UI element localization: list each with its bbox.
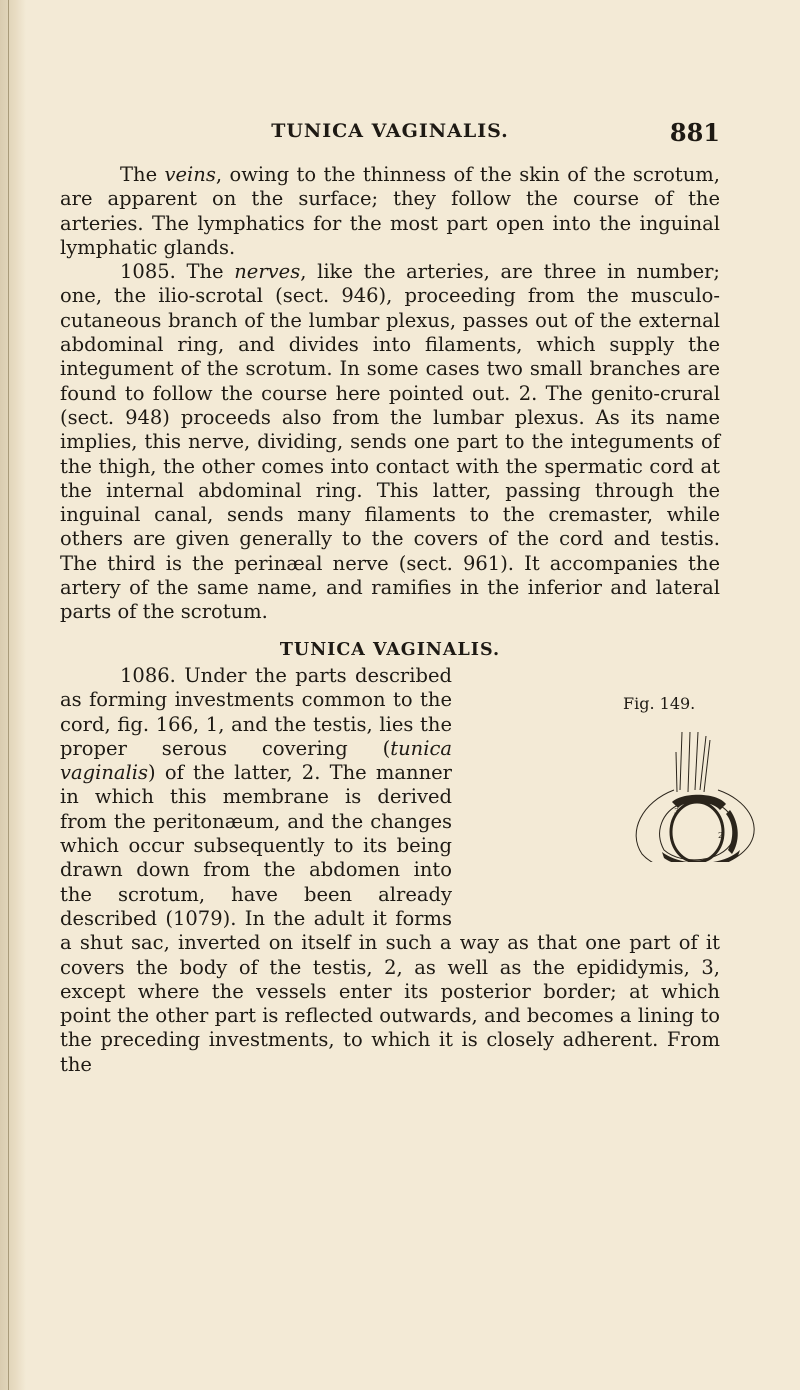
cord-line <box>695 732 698 790</box>
paragraph-lead: 1085. The <box>120 260 235 284</box>
running-title: TUNICA VAGINALIS. <box>271 120 509 142</box>
cord-line <box>688 732 690 792</box>
page-number: 881 <box>669 118 720 147</box>
paragraph-body: , owing to the thinness of the skin of the scrotum, are apparent on the surface; they follow the course of the arteries. The lymphatics for the most part open into the inguinal lymphatic glands. <box>60 163 720 259</box>
paragraph-body: , like the arteries, are three in number; one, the ilio-scrotal (sect. 946), proceeding from the musculo-cutaneous branch of the lumbar plexus, passes out of the external abdominal ring, and divides into filaments, which supply the integument of the scrotum. In some cases two small branches are found to follow the course here pointed out. 2. The genito-crural (sect. 948) proceeds also from the lumbar plexus. As its name implies, this nerve, dividing, sends one part to the integuments of the thigh, the other comes into contact with the spermatic cord at the internal abdominal ring. This latter, passing through the inguinal canal, sends many filaments to the cremaster, while others are given generally to the covers of the cord and testis. The third is the perinæal nerve (sect. 961). It accompanies the artery of the same name, and ramifies in the inferior and lateral parts of the scrotum. <box>60 260 720 624</box>
paragraph-body: ) of the latter, 2. The manner in which this membrane is derived from the peritonæum, and the changes which occur subsequently to its being drawn down from the abdomen into the scrotum, have been already described (1079). In the adult it forms a shut sac, inverted on itself in such a way as that one part of it covers the body of the testis, 2, as well as the epididymis, 3, except where the vessels enter its posterior border; at which point the other part is reflected outwards, and becomes a lining to the preceding investments, to which it is closely adherent. From the <box>60 761 720 1076</box>
paragraph-nerves <box>60 260 720 624</box>
cord-line <box>676 752 677 792</box>
running-head <box>60 118 720 148</box>
page-gutter <box>0 0 26 1390</box>
italic-term: tunica vaginalis <box>60 736 452 785</box>
section-heading: TUNICA VAGINALIS. <box>279 640 501 660</box>
body-text <box>60 163 720 625</box>
figure-label: Fig. 149. <box>623 694 696 713</box>
paragraph-lead: 1086. Under the parts described as forming investments common to the cord, fig. 166, 1, and the testis, lies the proper serous covering ( <box>60 664 452 760</box>
paragraph-veins <box>60 163 720 260</box>
cord-line <box>680 732 682 790</box>
italic-term: veins <box>164 163 216 186</box>
figure-number-2: 2 <box>718 831 724 840</box>
italic-term: nerves <box>234 260 301 284</box>
binding-line <box>8 0 9 1390</box>
testis-illustration <box>622 732 772 862</box>
figure-number-3: 3 <box>674 807 680 816</box>
paragraph-lead: The <box>120 163 165 186</box>
wrapped-text <box>60 664 720 1077</box>
